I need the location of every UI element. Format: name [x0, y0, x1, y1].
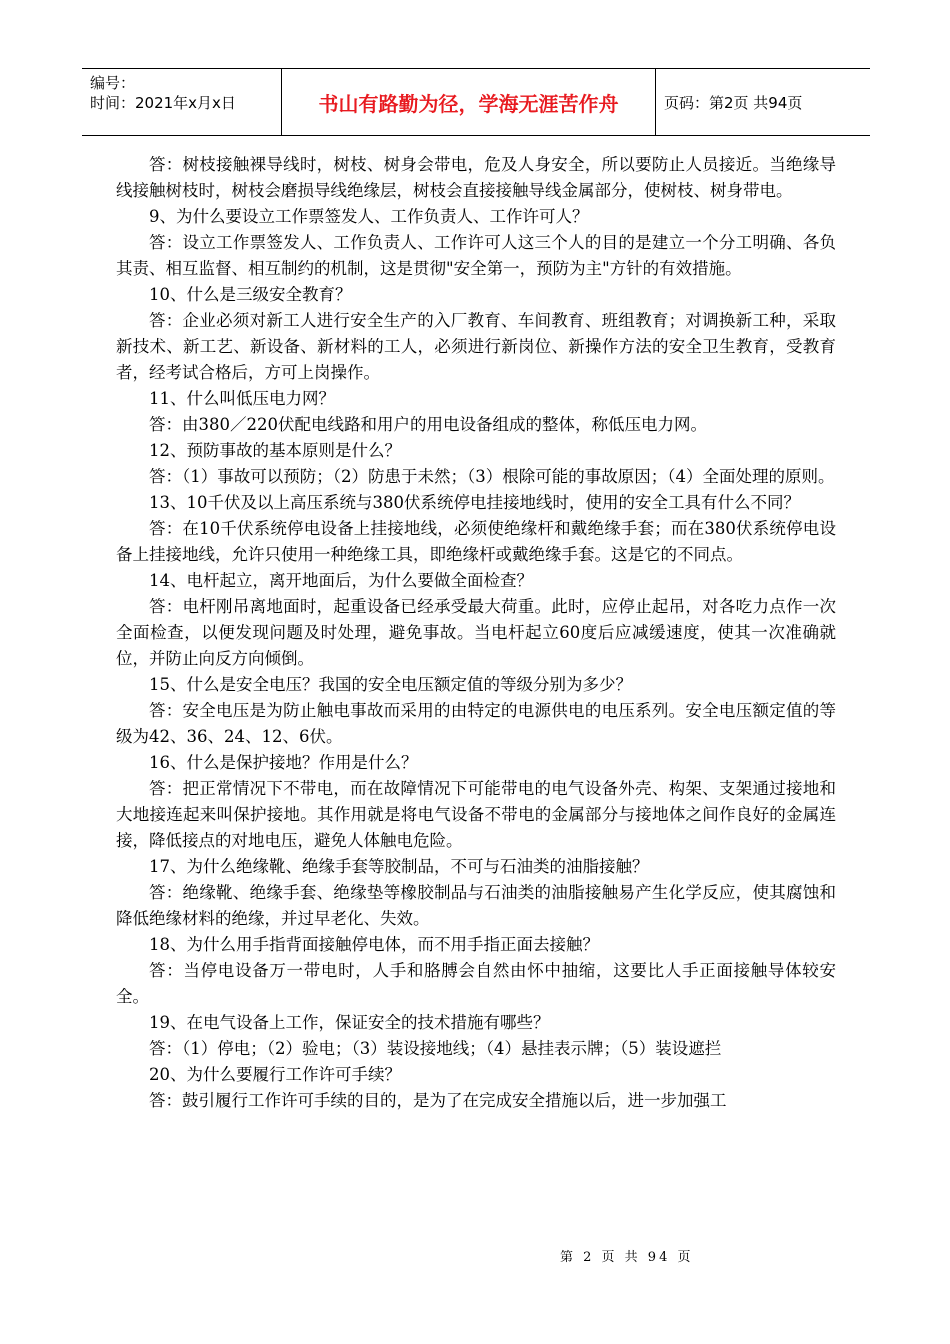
paragraph: 答：（1）停电；（2）验电；（3）装设接地线；（4）悬挂表示牌；（5）装设遮拦 [149, 1039, 722, 1058]
document-date: 时间：2021年x月x日 [90, 94, 236, 112]
page-header [82, 68, 870, 136]
paragraph: 答：（1）事故可以预防；（2）防患于未然；（3）根除可能的事故原因；（4）全面处理的原则。 [149, 467, 835, 486]
question: 11、什么叫低压电力网？ [149, 389, 335, 408]
paragraph: 答：企业必须对新工人进行安全生产的入厂教育、车间教育、班组教育；对调换新工种，采取新技术、新工艺、新设备、新材料的工人，必须进行新岗位、新操作方法的安全卫生教育，受教育者，经考试合格后，方可上岗操作。 [116, 311, 836, 382]
paragraph: 答：在10千伏系统停电设备上挂接地线，必须使绝缘杆和戴绝缘手套；而在380伏系统停电设备上挂接地线，允许只使用一种绝缘工具，即绝缘杆或戴绝缘手套。这是它的不同点。 [116, 519, 836, 564]
question: 9、为什么要设立工作票签发人、工作负责人、工作许可人？ [149, 207, 589, 226]
paragraph: 答：把正常情况下不带电，而在故障情况下可能带电的电气设备外壳、构架、支架通过接地和大地接连起来叫保护接地。其作用就是将电气设备不带电的金属部分与接地体之间作良好的金属连接，降低接点的对地电压，避免人体触电危险。 [116, 779, 836, 850]
document-body [116, 152, 836, 1114]
question: 17、为什么绝缘靴、绝缘手套等胶制品，不可与石油类的油脂接触？ [149, 857, 649, 876]
question: 14、电杆起立，离开地面后，为什么要做全面检查？ [149, 571, 533, 590]
document-number-label: 编号： [90, 74, 136, 92]
question: 13、10千伏及以上高压系统与380伏系统停电挂接地线时，使用的安全工具有什么不同？ [149, 493, 800, 512]
question: 16、什么是保护接地？作用是什么？ [149, 753, 418, 772]
header-page-info: 页码：第2页 共94页 [664, 93, 803, 112]
question: 20、为什么要履行工作许可手续？ [149, 1065, 401, 1084]
paragraph: 答：电杆刚吊离地面时，起重设备已经承受最大荷重。此时，应停止起吊，对各吃力点作一次全面检查，以便发现问题及时处理，避免事故。当电杆起立60度后应减缓速度，使其一次准确就位，并防止向反方向倾倒。 [116, 597, 836, 668]
paragraph: 答：鼓引履行工作许可手续的目的，是为了在完成安全措施以后，进一步加强工 [149, 1091, 727, 1110]
question: 18、为什么用手指背面接触停电体，而不用手指正面去接触？ [149, 935, 599, 954]
paragraph: 答：设立工作票签发人、工作负责人、工作许可人这三个人的目的是建立一个分工明确、各负其责、相互监督、相互制约的机制，这是贯彻"安全第一，预防为主"方针的有效措施。 [116, 233, 836, 278]
paragraph: 答：安全电压是为防止触电事故而采用的由特定的电源供电的电压系列。安全电压额定值的等级为42、36、24、12、6伏。 [116, 701, 836, 746]
page-footer: 第 2 页 共 94 页 [560, 1250, 694, 1265]
question: 10、什么是三级安全教育？ [149, 285, 352, 304]
header-meta [82, 69, 282, 135]
question: 12、预防事故的基本原则是什么？ [149, 441, 401, 460]
paragraph: 答：由380／220伏配电线路和用户的用电设备组成的整体，称低压电力网。 [149, 415, 707, 434]
paragraph: 答：绝缘靴、绝缘手套、绝缘垫等橡胶制品与石油类的油脂接触易产生化学反应，使其腐蚀和降低绝缘材料的绝缘，并过早老化、失效。 [116, 883, 836, 928]
paragraph: 答：当停电设备万一带电时，人手和胳膊会自然由怀中抽缩，这要比人手正面接触导体较安全。 [116, 961, 836, 1006]
question: 19、在电气设备上工作，保证安全的技术措施有哪些？ [149, 1013, 550, 1032]
header-motto: 书山有路勤为径，学海无涯苦作舟 [282, 69, 656, 135]
paragraph: 答：树枝接触裸导线时，树枝、树身会带电，危及人身安全，所以要防止人员接近。当绝缘导线接触树枝时，树枝会磨损导线绝缘层，树枝会直接接触导线金属部分，使树枝、树身带电。 [116, 155, 836, 200]
question: 15、什么是安全电压？我国的安全电压额定值的等级分别为多少？ [149, 675, 632, 694]
